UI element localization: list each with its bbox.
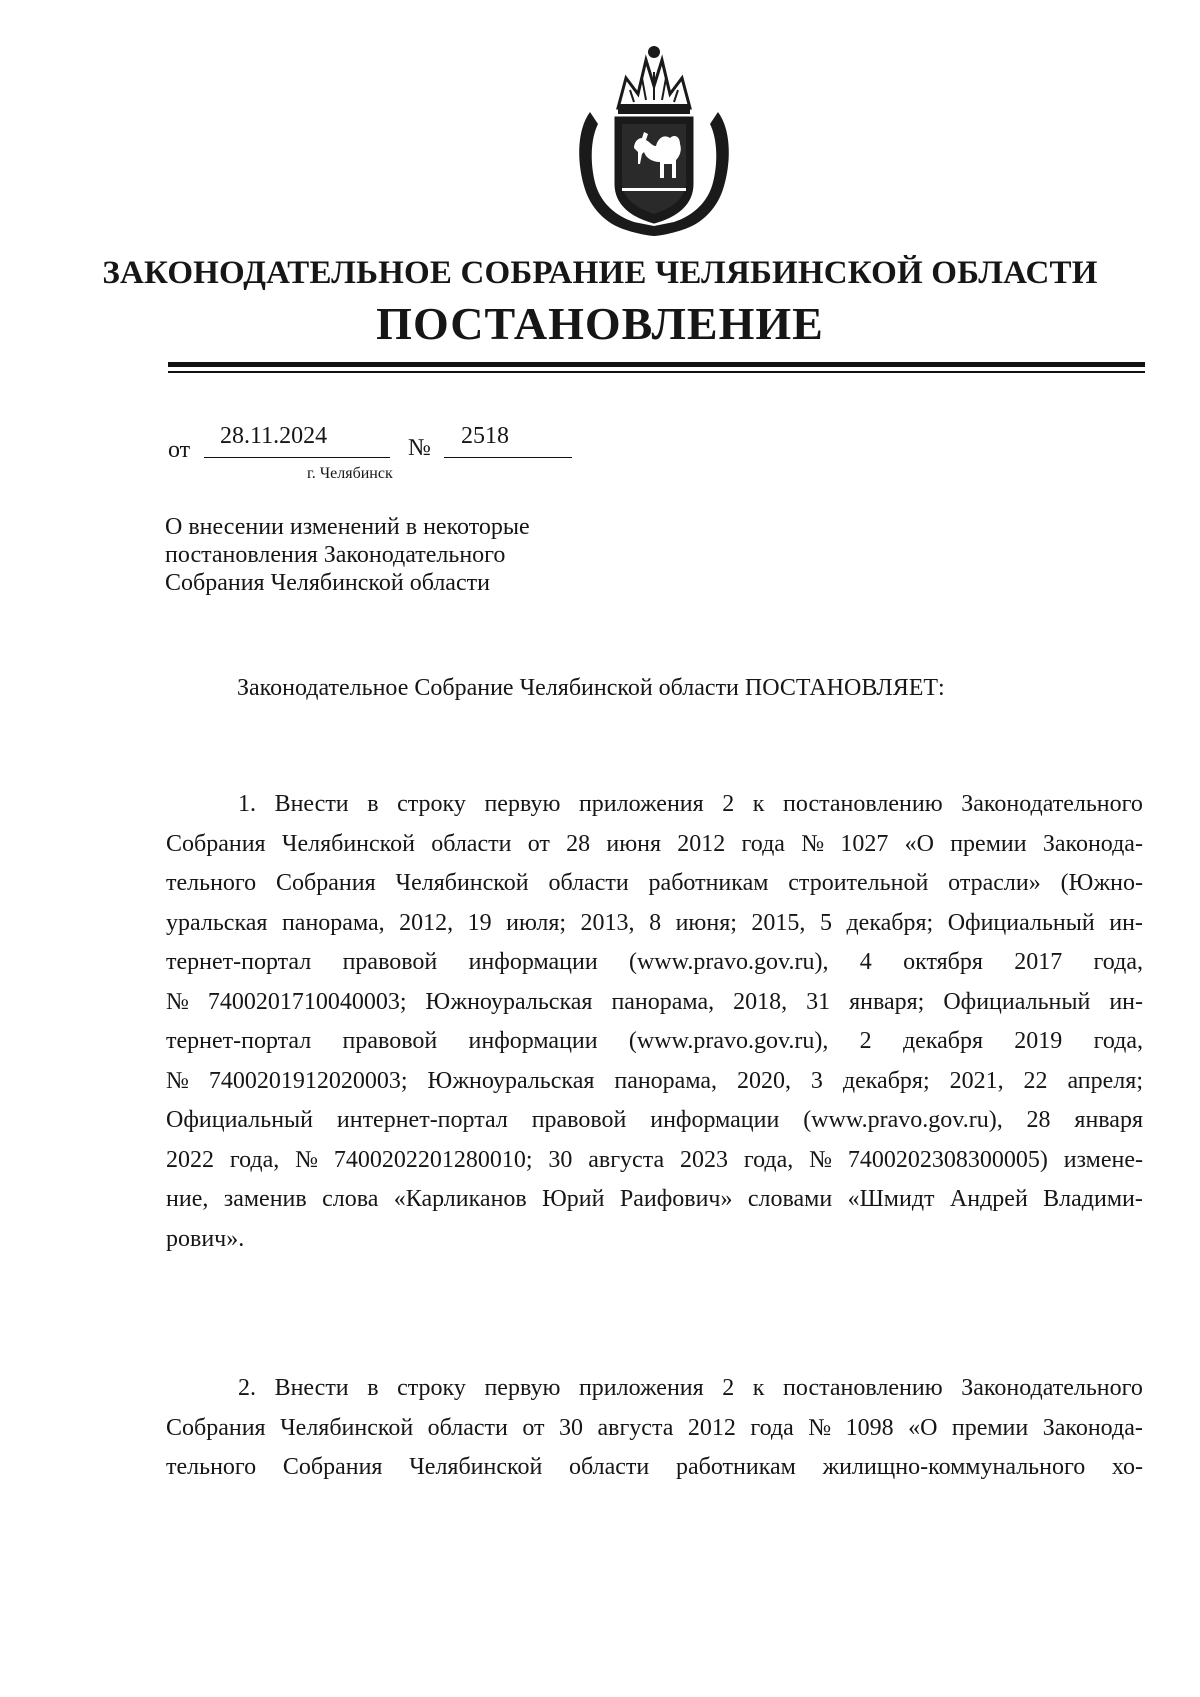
word: Челябинской [280, 1414, 414, 1441]
word: правовой [531, 1107, 627, 1133]
date-underline [204, 457, 390, 458]
word: 7400202201280010; [333, 1146, 533, 1173]
paragraph-line [166, 1141, 1143, 1181]
document-subject [165, 513, 530, 597]
word: в [367, 1375, 379, 1401]
word: строительной [788, 870, 929, 896]
word: года [750, 1414, 794, 1441]
word: 4 [859, 949, 872, 975]
word: 3 [810, 1067, 823, 1094]
word: Официальный [947, 909, 1095, 936]
word: 2017 [1014, 949, 1063, 975]
document-type-title: ПОСТАНОВЛЕНИЕ [376, 298, 824, 349]
word: ин- [1109, 909, 1143, 936]
word: № [166, 1067, 189, 1094]
word: июня; [675, 909, 737, 936]
word: Челябинской [281, 830, 415, 857]
word: 1. [238, 791, 256, 817]
word: 7400202308300005) [847, 1146, 1048, 1173]
word: 2013, [580, 909, 635, 936]
number-prefix: № [408, 435, 431, 461]
word: Официальный [166, 1107, 314, 1133]
word: панорама, [611, 988, 715, 1015]
document-meta [168, 423, 598, 467]
word: Собрания [166, 830, 266, 857]
word: Челябинской [409, 1454, 543, 1480]
word: 1098 [845, 1414, 894, 1441]
word: слова [322, 1186, 379, 1212]
word: 2023 [679, 1146, 728, 1173]
word: года, [1093, 1028, 1143, 1054]
subject-line: О внесении изменений в некоторые [165, 514, 530, 540]
word: (Южно- [1060, 870, 1143, 896]
word: Внести [274, 1375, 349, 1401]
word: 30 [559, 1414, 583, 1441]
paragraph-line [166, 825, 1143, 865]
word: области [569, 1454, 650, 1480]
word: № [166, 988, 189, 1015]
word: первую [484, 791, 561, 817]
word: декабря; [846, 909, 934, 936]
city-name: г. Челябинск [307, 465, 393, 482]
word: года, [229, 1146, 280, 1173]
word: года, [1093, 949, 1143, 975]
word: хо- [1111, 1454, 1143, 1480]
word: информации [650, 1107, 780, 1133]
word: Собрания [282, 1454, 383, 1480]
word: Законодательного [961, 791, 1143, 817]
word: области [427, 1414, 508, 1441]
word: премии [951, 1414, 1029, 1441]
word: к [752, 1375, 765, 1401]
word: января; [849, 988, 925, 1015]
word: тернет-портал [166, 949, 312, 975]
word: панорама, [614, 1067, 718, 1094]
word: 2012 [687, 1414, 736, 1441]
word: области [548, 870, 629, 896]
word: информации [468, 1028, 598, 1054]
word: 2 [722, 791, 735, 817]
word: 2019 [1014, 1028, 1063, 1054]
paragraph-line [166, 1409, 1143, 1449]
word: декабря; [842, 1067, 930, 1094]
word: Юрий [542, 1186, 605, 1212]
word: строку [397, 791, 466, 817]
word: Владими- [1043, 1186, 1143, 1212]
paragraph-line [166, 1220, 1143, 1260]
word: информации [468, 949, 598, 975]
word: 31 [806, 988, 831, 1015]
word: 2. [238, 1375, 256, 1401]
paragraph-line [166, 785, 1143, 825]
word: заменив [223, 1186, 307, 1212]
word: 2012 [677, 830, 726, 857]
word: 2015, [751, 909, 806, 936]
word: (www.pravo.gov.ru), [803, 1107, 1003, 1133]
subject-line: постановления Законодательного [165, 542, 506, 568]
word: Внести [274, 791, 349, 817]
word: (www.pravo.gov.ru), [628, 949, 829, 975]
subject-line: Собрания Челябинской области [165, 570, 490, 596]
document-number: 2518 [461, 423, 509, 449]
word: № [801, 830, 825, 857]
word: тельного [166, 870, 257, 896]
word: (www.pravo.gov.ru), [628, 1028, 829, 1054]
word: отрасли» [948, 870, 1041, 896]
word: панорама, [281, 909, 385, 936]
word: работникам [648, 870, 769, 896]
paragraph-1 [166, 785, 1143, 1259]
word: Челябинской [395, 870, 529, 896]
word: правовой [342, 949, 438, 975]
paragraph-line [166, 983, 1143, 1023]
word: 2012, [399, 909, 454, 936]
word: Законода- [1042, 1414, 1143, 1441]
word: декабря [902, 1028, 984, 1054]
word: 2022 [166, 1146, 214, 1173]
word: «О [908, 1414, 938, 1441]
word: Законода- [1042, 830, 1143, 857]
word: января [1074, 1107, 1143, 1133]
word: словами [747, 1186, 833, 1212]
word: 1027 [840, 830, 889, 857]
organization-name: ЗАКОНОДАТЕЛЬНОЕ СОБРАНИЕ ЧЕЛЯБИНСКОЙ ОБЛАСТИ [102, 255, 1098, 291]
word: Южноуральская [427, 1067, 595, 1094]
word: августа [597, 1414, 674, 1441]
word: июня [606, 830, 662, 857]
word: 7400201710040003; [207, 988, 407, 1015]
word: в [367, 791, 379, 817]
paragraph-line [166, 1022, 1143, 1062]
word: апреля; [1067, 1067, 1143, 1094]
coat-of-arms-emblem [572, 38, 736, 238]
paragraph-line [166, 864, 1143, 904]
word: от [522, 1414, 545, 1441]
paragraph-line [166, 1062, 1143, 1102]
word: «О [904, 830, 934, 857]
word: № [808, 1414, 832, 1441]
word: первую [484, 1375, 561, 1401]
word: правовой [342, 1028, 438, 1054]
word: «Шмидт [847, 1186, 935, 1212]
word: постановлению [783, 791, 943, 817]
resolution-preamble: Законодательное Собрание Челябинской области ПОСТАНОВЛЯЕТ: [237, 675, 945, 701]
paragraph-line [166, 943, 1143, 983]
word: июля; [506, 909, 567, 936]
word: 5 [819, 909, 832, 936]
paragraph-2 [166, 1369, 1143, 1488]
word: премии [950, 830, 1027, 857]
word: измене- [1063, 1146, 1143, 1173]
word: 2 [722, 1375, 735, 1401]
word: 2 [859, 1028, 872, 1054]
word: августа [588, 1146, 665, 1173]
word: года, [743, 1146, 794, 1173]
document-date: 28.11.2024 [220, 423, 328, 449]
word: от [527, 830, 550, 857]
word: «Карликанов [393, 1186, 527, 1212]
word: строку [397, 1375, 466, 1401]
word: № [295, 1146, 319, 1173]
word: области [431, 830, 512, 857]
paragraph-line [166, 1101, 1143, 1141]
header-rule-thick [168, 362, 1145, 367]
paragraph-line [166, 904, 1143, 944]
word: Официальный [943, 988, 1091, 1015]
word: 7400201912020003; [208, 1067, 408, 1094]
word: Южноуральская [425, 988, 593, 1015]
word: приложения [578, 791, 704, 817]
word: Законодательного [961, 1375, 1143, 1401]
word: № [809, 1146, 832, 1173]
word: 2018, [733, 988, 788, 1015]
word: Собрания [276, 870, 376, 896]
word: к [752, 791, 765, 817]
paragraph-line [166, 1448, 1143, 1488]
word: постановлению [783, 1375, 943, 1401]
date-prefix: от [168, 437, 191, 463]
word: 2021, [949, 1067, 1004, 1094]
word: Андрей [949, 1186, 1028, 1212]
word: года [741, 830, 785, 857]
word: тельного [166, 1454, 257, 1480]
word: жилищно-коммунального [822, 1454, 1086, 1480]
word: ин- [1109, 988, 1143, 1015]
word: тернет-портал [166, 1028, 312, 1054]
word: ние, [166, 1186, 209, 1212]
paragraph-line [166, 1369, 1143, 1409]
word: октября [903, 949, 983, 975]
word: работникам [675, 1454, 796, 1480]
word: 2020, [736, 1067, 791, 1094]
word: 28 [1026, 1107, 1051, 1133]
word: уральская [166, 909, 268, 936]
header-rule-thin [168, 371, 1145, 373]
word: Собрания [166, 1414, 266, 1441]
word: рович». [166, 1225, 245, 1252]
word: Раифович» [619, 1186, 733, 1212]
word: 30 [548, 1146, 573, 1173]
word: 28 [566, 830, 591, 857]
number-underline [444, 457, 572, 458]
word: приложения [578, 1375, 704, 1401]
word: 22 [1023, 1067, 1048, 1094]
word: интернет-портал [336, 1107, 508, 1133]
word: 19 [467, 909, 492, 936]
paragraph-line [166, 1180, 1143, 1220]
word: 8 [649, 909, 662, 936]
